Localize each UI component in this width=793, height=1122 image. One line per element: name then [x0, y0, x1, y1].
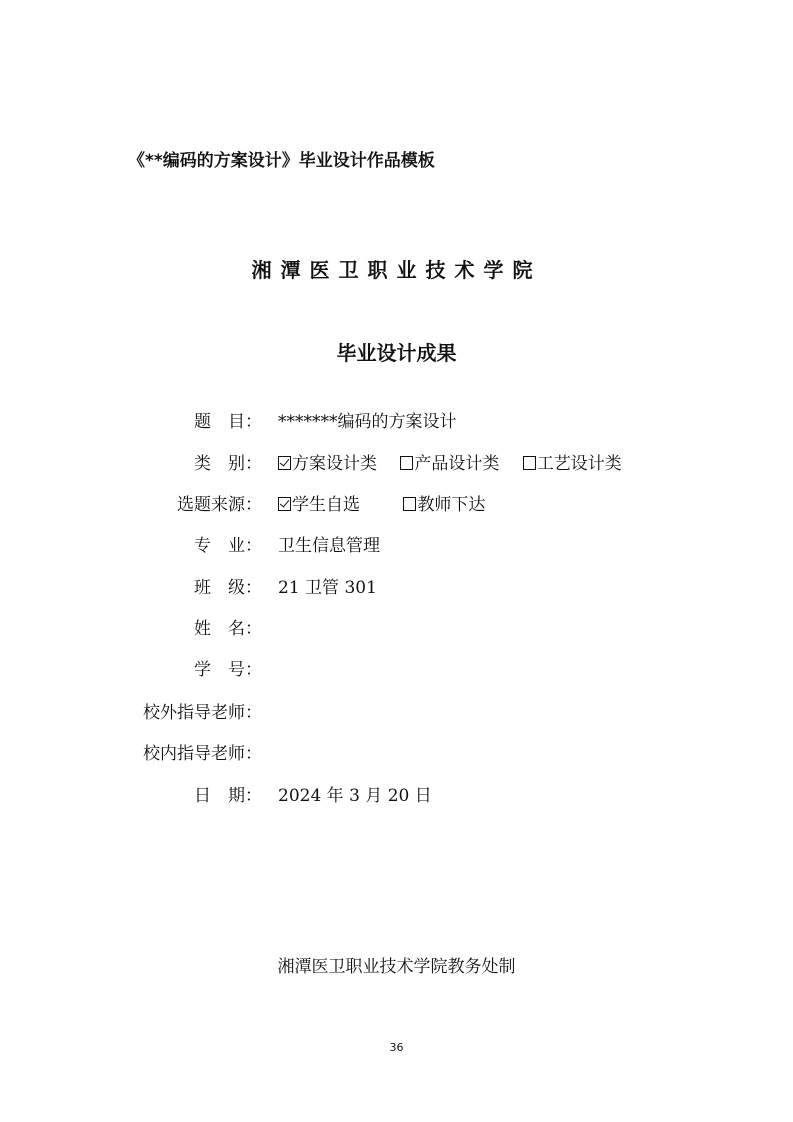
- field-major-label: 专 业：: [194, 536, 262, 556]
- category-option-product-label: 产品设计类: [414, 454, 500, 474]
- field-topic-source-label: 选题来源：: [177, 495, 262, 515]
- field-name: [0, 616, 793, 642]
- subtitle: 毕业设计成果: [336, 341, 457, 365]
- field-class-value: 21 卫管 301: [278, 578, 377, 598]
- category-option-scheme[interactable]: [278, 451, 377, 477]
- school-name: 湘潭医卫职业技术学院: [251, 258, 542, 282]
- category-options: [278, 451, 640, 477]
- field-student-id: [0, 657, 793, 683]
- category-option-process-label: 工艺设计类: [536, 454, 622, 474]
- field-internal-advisor-label: 校内指导老师：: [143, 744, 262, 764]
- topic-source-option-teacher-label: 教师下达: [417, 495, 486, 515]
- field-topic-label: 题 目：: [194, 412, 262, 432]
- field-category-label: 类 别：: [194, 454, 262, 474]
- field-internal-advisor: [0, 741, 793, 767]
- page-number: 36: [389, 1041, 404, 1054]
- checked-box-icon[interactable]: [278, 497, 291, 511]
- checkbox-icon[interactable]: [403, 497, 416, 511]
- field-external-advisor-label: 校外指导老师：: [143, 703, 262, 723]
- category-option-product[interactable]: [400, 451, 499, 477]
- field-external-advisor: [0, 700, 793, 726]
- field-student-id-label: 学 号：: [194, 660, 262, 680]
- field-major: [0, 533, 793, 559]
- field-date-label: 日 期：: [194, 786, 262, 806]
- field-name-label: 姓 名：: [194, 619, 262, 639]
- field-topic-source: [0, 492, 793, 518]
- document-title: 《**编码的方案设计》毕业设计作品模板: [128, 151, 435, 171]
- checkbox-icon[interactable]: [400, 456, 413, 470]
- field-category: [0, 451, 793, 477]
- topic-source-option-student-label: 学生自选: [292, 495, 360, 515]
- topic-source-option-student[interactable]: [278, 492, 360, 518]
- category-option-scheme-label: 方案设计类: [292, 454, 377, 474]
- topic-source-option-teacher[interactable]: [403, 492, 485, 518]
- field-date: [0, 783, 793, 809]
- checkbox-icon[interactable]: [523, 456, 536, 470]
- field-topic-value: *******编码的方案设计: [278, 412, 457, 432]
- footer-organization: 湘潭医卫职业技术学院教务处制: [277, 957, 516, 977]
- checked-box-icon[interactable]: [278, 456, 291, 470]
- field-topic: [0, 409, 793, 435]
- field-class-label: 班 级：: [194, 578, 262, 598]
- field-date-value: 2024 年 3 月 20 日: [278, 786, 432, 806]
- category-option-process[interactable]: [523, 451, 622, 477]
- topic-source-options: [278, 492, 503, 518]
- field-class: [0, 575, 793, 601]
- field-major-value: 卫生信息管理: [278, 536, 380, 556]
